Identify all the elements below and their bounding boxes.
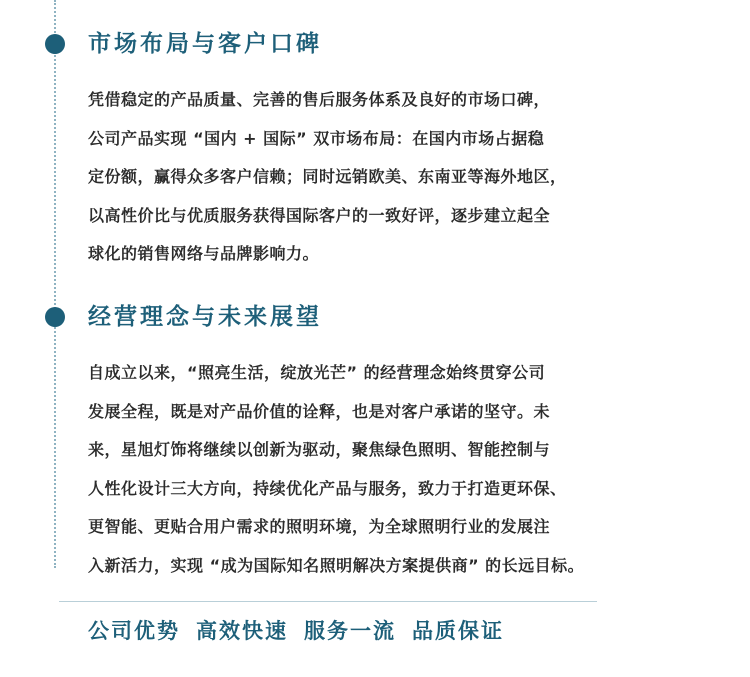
timeline-dotted-line [54,0,56,568]
section-bullet-dot [45,307,65,327]
paragraph-line: 球化的销售网络与品牌影响力。 [88,244,320,264]
section-body-philosophy [88,354,584,586]
paragraph-line: 公司产品实现 “国内 + 国际” 双市场布局：在国内市场占据稳 [88,128,545,148]
paragraph-line: 入新活力，实现 “成为国际知名照明解决方案提供商” 的长远目标。 [88,555,585,575]
paragraph-line: 凭借稳定的产品质量、完善的售后服务体系及良好的市场口碑， [88,90,551,109]
section-title-market: 市场布局与客户口碑 [88,31,322,57]
paragraph-line: 人性化设计三大方向，持续优化产品与服务，致力于打造更环保、 [88,478,567,498]
section-body-market [88,81,567,274]
paragraph-line: 发展全程，既是对产品价值的诠释，也是对客户承诺的坚守。未 [88,401,551,421]
section-title-philosophy: 经营理念与未来展望 [88,304,322,330]
paragraph-line: 自成立以来，“照亮生活，绽放光芒” 的经营理念始终贯穿公司 [88,363,546,382]
slogan-part: 品质保证 [412,619,504,643]
paragraph-line: 定份额，赢得众多客户信赖；同时远销欧美、东南亚等海外地区， [88,167,567,187]
section-bullet-dot [45,34,65,54]
slogan-banner [88,616,504,646]
footer-divider [59,601,597,602]
paragraph-line: 来，星旭灯饰将继续以创新为驱动，聚焦绿色照明、智能控制与 [88,440,551,460]
slogan-part: 高效快速 [196,619,288,643]
paragraph-line: 以高性价比与优质服务获得国际客户的一致好评，逐步建立起全 [88,205,551,225]
slogan-part: 公司优势 [88,619,180,643]
paragraph-line: 更智能、更贴合用户需求的照明环境，为全球照明行业的发展注 [88,517,551,537]
slogan-part: 服务一流 [304,619,396,643]
